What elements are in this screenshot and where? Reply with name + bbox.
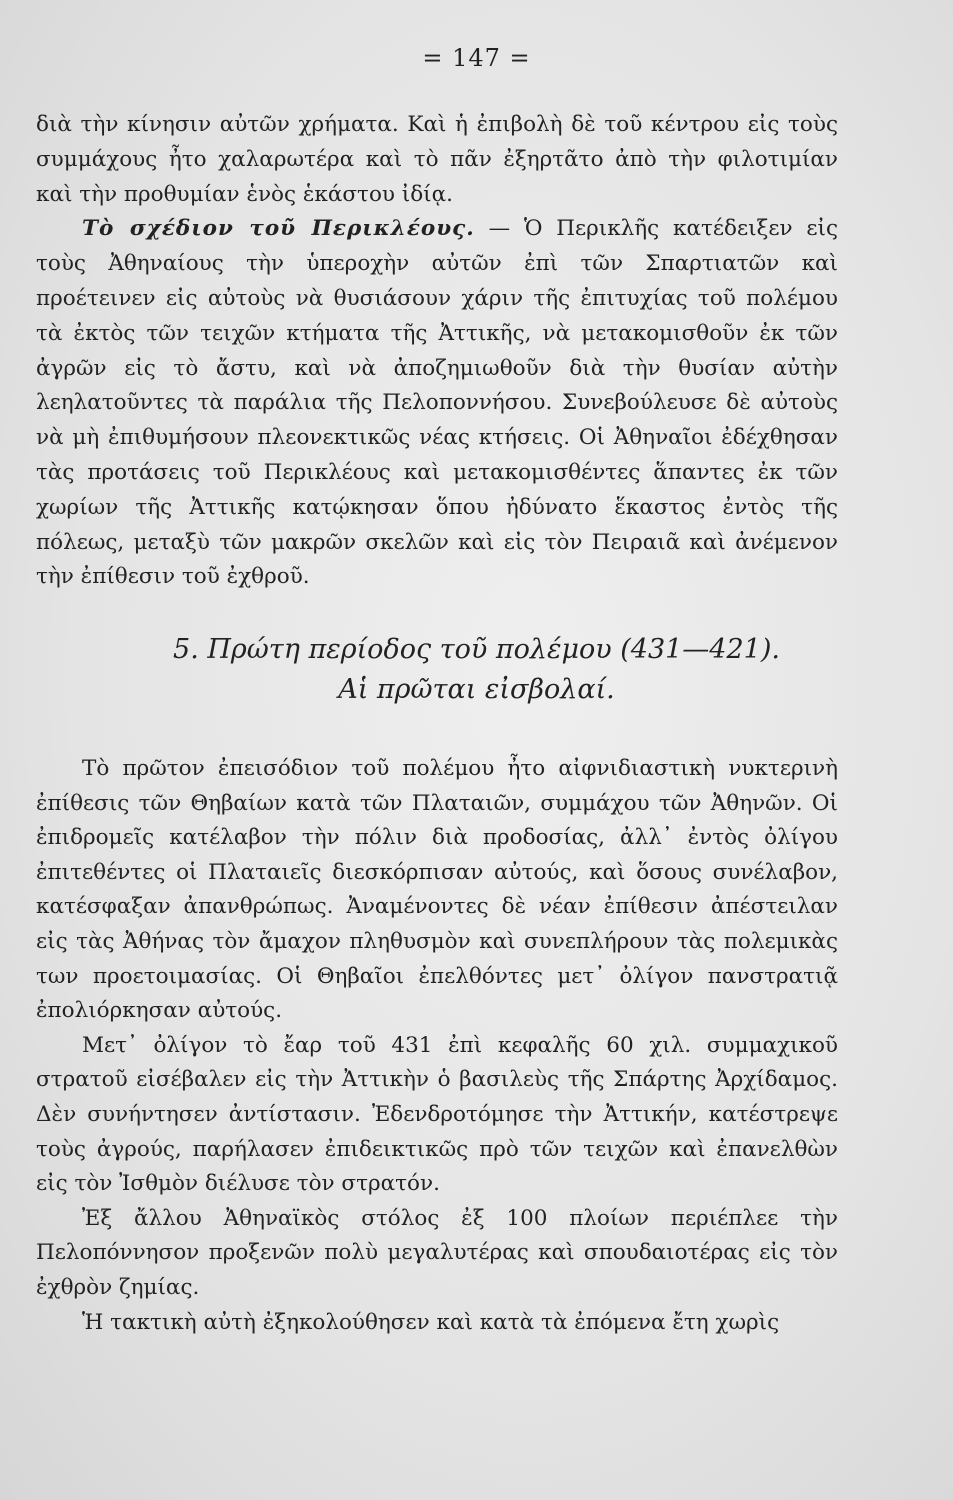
lower-text-block [36,752,838,1340]
section-heading [0,630,953,710]
continuation-paragraph: διὰ τὴν κίνησιν αὐτῶν χρήματα. Καὶ ἡ ἐπιβολὴ δὲ τοῦ κέντρου εἰς τοὺς συμμάχους ἦτο χαλαρωτέρα καὶ τὸ πᾶν ἐξηρτᾶτο ἀπὸ τὴν φιλοτιμίαν καὶ τὴν προθυμίαν ἑνὸς ἑκάστου ἰδίᾳ. [36,112,838,207]
section-subtitle: Αἱ πρῶται εἰσβολαί. [338,674,615,705]
body-paragraph: Ἡ τακτικὴ αὐτὴ ἐξηκολούθησεν καὶ κατὰ τὰ ἐπόμενα ἔτη χωρὶς [82,1309,780,1335]
upper-text-block [36,108,838,595]
body-paragraph: Τὸ πρῶτον ἐπεισόδιον τοῦ πολέμου ἦτο αἰφνιδιαστικὴ νυκτερινὴ ἐπίθεσις τῶν Θηβαίων κατὰ τῶν Πλαταιῶν, συμμάχου τῶν Ἀθηνῶν. Οἱ ἐπιδρομεῖς κατέλαβον τὴν πόλιν διὰ προδοσίας, ἀλλ᾿ ἐντὸς ὀλίγου ἐπιτεθέντες οἱ Πλαταιεῖς διεσκόρπισαν αὐτούς, καὶ ὅσους συνέλαβον, κατέσφαξαν ἀπανθρώπως. Ἀναμένοντες δὲ νέαν ἐπίθεσιν ἀπέστειλαν εἰς τὰς Ἀθήνας τὸν ἄμαχον πληθυσμὸν καὶ συνεπλήρουν τὰς πολεμικὰς των προετοιμασίας. Οἱ Θηβαῖοι ἐπελθόντες μετ᾿ ὀλίγον πανστρατιᾷ ἐπολιόρκησαν αὐτούς. [36,756,838,1024]
body-paragraph: Ἐξ ἄλλου Ἀθηναϊκὸς στόλος ἐξ 100 πλοίων περιέπλεε τὴν Πελοπόννησον προξενῶν πολὺ μεγαλυτέρας καὶ σπουδαιοτέρας εἰς τὸν ἐχθρὸν ζημίας. [36,1205,838,1300]
pericles-plan-paragraph [36,212,838,595]
page-number: = 147 = [422,44,531,72]
body-paragraph: Μετ᾿ ὀλίγον τὸ ἔαρ τοῦ 431 ἐπὶ κεφαλῆς 60 χιλ. συμμαχικοῦ στρατοῦ εἰσέβαλεν εἰς τὴν Ἀττικὴν ὁ βασιλεὺς τῆς Σπάρτης Ἀρχίδαμος. Δὲν συνήντησεν ἀντίστασιν. Ἐδενδροτόμησε τὴν Ἀττικήν, κατέστρεψε τοὺς ἀγρούς, παρήλασεν ἐπιδεικτικῶς πρὸ τῶν τειχῶν καὶ ἐπανελθὼν εἰς τὸν Ἰσθμὸν διέλυσε τὸν στρατόν. [36,1032,838,1197]
plan-label: Τὸ σχέδιον τοῦ Περικλέους. [82,216,475,242]
plan-text: — Ὁ Περικλῆς κατέδειξεν εἰς τοὺς Ἀθηναίους τὴν ὑπεροχὴν αὐτῶν ἐπὶ τῶν Σπαρτιατῶν καὶ προέτεινεν εἰς αὐτοὺς νὰ θυσιάσουν χάριν τῆς ἐπιτυχίας τοῦ πολέμου τὰ ἐκτὸς τῶν τειχῶν κτήματα τῆς Ἀττικῆς, νὰ μετακομισθοῦν ἐκ τῶν ἀγρῶν εἰς τὸ ἄστυ, καὶ νὰ ἀποζημιωθοῦν διὰ τὴν θυσίαν αὐτὴν λεηλατοῦντες τὰ παράλια τῆς Πελοποννήσου. Συνεβούλευσε δὲ αὐτοὺς νὰ μὴ ἐπιθυμήσουν πλεονεκτικῶς νέας κτήσεις. Οἱ Ἀθηναῖοι ἐδέχθησαν τὰς προτάσεις τοῦ Περικλέους καὶ μετακομισθέντες ἅπαντες ἐκ τῶν χωρίων τῆς Ἀττικῆς κατῴκησαν ὅπου ἠδύνατο ἕκαστος ἐντὸς τῆς πόλεως, μεταξὺ τῶν μακρῶν σκελῶν καὶ εἰς τὸν Πειραιᾶ καὶ ἀνέμενον τὴν ἐπίθεσιν τοῦ ἐχθροῦ. [36,216,839,590]
section-title: 5. Πρώτη περίοδος τοῦ πολέμου (431—421). [173,634,780,665]
